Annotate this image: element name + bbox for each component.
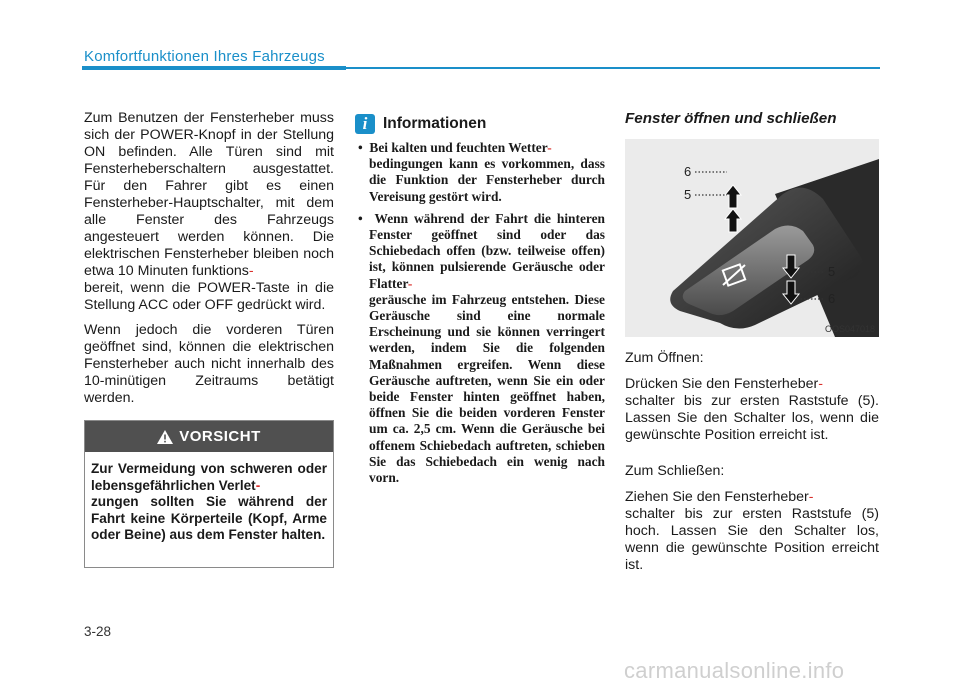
- watermark: carmanualsonline.info: [624, 658, 845, 683]
- info-icon: i: [355, 114, 375, 134]
- caution-box: [84, 420, 334, 568]
- right-column: [625, 110, 879, 574]
- label-down-5: 5: [828, 264, 836, 279]
- page-number: 3-28: [84, 624, 112, 639]
- label-up-6: 6: [684, 164, 692, 179]
- close-text: Ziehen Sie den Fensterheber- schalter bis zur ersten Raststufe (5) hoch. Lassen Sie den Schalter los, wenn die gewünschte Position erreicht ist.: [625, 489, 879, 573]
- caution-header: [85, 421, 333, 452]
- info-column: [355, 114, 605, 492]
- header-bar: [82, 66, 346, 70]
- paragraph-front-doors: Wenn jedoch die vorderen Türen geöffnet sind, können die elektrischen Fensterheber auch nicht innerhalb des 10-minütigen Zeitraums betätigt werden.: [84, 322, 334, 406]
- caution-title: VORSICHT: [179, 428, 261, 445]
- window-switch-figure: [625, 139, 879, 337]
- paragraph-power-button: Zum Benutzen der Fensterheber muss sich der POWER-Knopf in der Stellung ON befinden. Alle Türen sind mit Fensterheberschaltern ausgestattet. Für den Fahrer gibt es einen Fensterheber-Hauptschalter, mit dem alle Fenster des Fahrzeugs angesteuert werden können. Die elektrischen Fensterheber bleiben noch etwa 10 Minuten funktions- bereit, wenn die POWER-Taste in die Stellung ACC oder OFF gedrückt wird.: [84, 110, 334, 313]
- caution-text: Zur Vermeidung von schweren oder lebensgefährlichen Verlet- zungen sollten Sie während der Fahrt keine Körperteile (Kopf, Arme oder Beine) aus dem Fenster halten.: [91, 461, 327, 542]
- warning-icon: [157, 430, 173, 444]
- section-header: Komfortfunktionen Ihres Fahrzeugs: [84, 48, 325, 65]
- figure-code: OOS047018: [824, 324, 875, 334]
- instructions: [625, 350, 879, 574]
- close-heading: Zum Schließen:: [625, 463, 725, 479]
- label-up-5: 5: [684, 187, 692, 202]
- info-item-icing: • Bei kalten und feuchten Wetter- bedingungen kann es vorkommen, dass die Funktion der Fensterheber durch Vereisung gestört wird.: [358, 140, 605, 204]
- info-header: [355, 114, 605, 134]
- label-down-6: 6: [828, 291, 836, 306]
- left-column: [84, 110, 334, 415]
- open-text: Drücken Sie den Fensterheber- schalter bis zur ersten Raststufe (5). Lassen Sie den Schalter los, wenn die gewünschte Position erreicht ist.: [625, 376, 879, 443]
- window-switch-illustration: [625, 139, 879, 337]
- header-line: [346, 67, 880, 69]
- arrow-up-icon: [725, 185, 741, 232]
- info-title: Informationen: [383, 115, 487, 132]
- info-list: [355, 140, 605, 486]
- open-heading: Zum Öffnen:: [625, 350, 704, 366]
- section-title: Fenster öffnen und schließen: [625, 110, 837, 127]
- info-item-noise: • Wenn während der Fahrt die hinteren Fenster geöffnet sind oder das Schiebedach offen (bzw. teilweise offen) ist, können pulsierende Geräusche oder Flatter- geräusche im Fahrzeug entstehen. Diese Geräusche sind eine normale Erscheinung und sie können verringert werden, indem Sie die folgenden Maßnahmen ergreifen. Wenn diese Geräusche auftreten, wenn Sie ein oder beide Fenster hinten geöffnet haben, öffnen Sie die beiden vorderen Fenster um ca. 2,5 cm. Wenn die Geräusche bei offenem Schiebedach auftreten, schieben Sie das Schiebedach ein wenig nach vorn.: [358, 210, 605, 486]
